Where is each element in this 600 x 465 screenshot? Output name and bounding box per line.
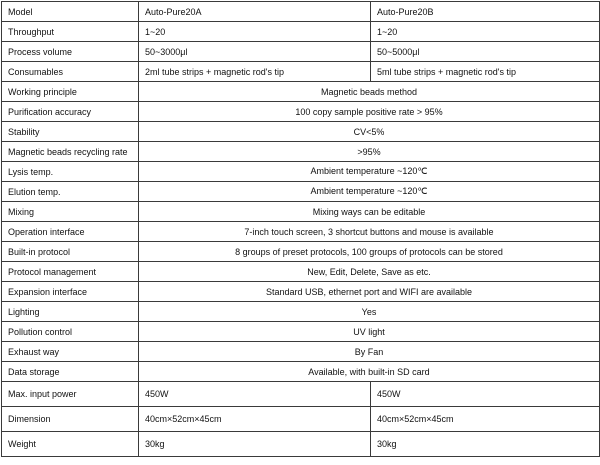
- value-shared: CV<5%: [139, 122, 600, 142]
- value-shared: Ambient temperature ~120℃: [139, 182, 600, 202]
- value-auto-pure20b: Auto-Pure20B: [371, 2, 600, 22]
- value-auto-pure20a: 50~3000μl: [139, 42, 371, 62]
- row-label: Max. input power: [2, 382, 139, 407]
- row-label: Magnetic beads recycling rate: [2, 142, 139, 162]
- row-label: Data storage: [2, 362, 139, 382]
- spec-table: [1, 1, 600, 457]
- table-row: [2, 142, 600, 162]
- row-label: Lighting: [2, 302, 139, 322]
- table-row: [2, 22, 600, 42]
- table-row: [2, 302, 600, 322]
- row-label: Exhaust way: [2, 342, 139, 362]
- value-shared: 8 groups of preset protocols, 100 groups of protocols can be stored: [139, 242, 600, 262]
- value-shared: UV light: [139, 322, 600, 342]
- row-label: Process volume: [2, 42, 139, 62]
- value-shared: Available, with built-in SD card: [139, 362, 600, 382]
- value-auto-pure20a: 40cm×52cm×45cm: [139, 407, 371, 432]
- table-row: [2, 432, 600, 457]
- table-row: [2, 362, 600, 382]
- value-auto-pure20a: 30kg: [139, 432, 371, 457]
- value-shared: By Fan: [139, 342, 600, 362]
- value-auto-pure20a: 1~20: [139, 22, 371, 42]
- value-shared: New, Edit, Delete, Save as etc.: [139, 262, 600, 282]
- row-label: Protocol management: [2, 262, 139, 282]
- value-auto-pure20b: 50~5000μl: [371, 42, 600, 62]
- value-shared: 100 copy sample positive rate > 95%: [139, 102, 600, 122]
- table-row: [2, 342, 600, 362]
- table-row: [2, 82, 600, 102]
- row-label: Stability: [2, 122, 139, 142]
- row-label: Expansion interface: [2, 282, 139, 302]
- value-auto-pure20a: 450W: [139, 382, 371, 407]
- table-row: [2, 162, 600, 182]
- row-label: Dimension: [2, 407, 139, 432]
- value-shared: Yes: [139, 302, 600, 322]
- row-label: Consumables: [2, 62, 139, 82]
- row-label: Elution temp.: [2, 182, 139, 202]
- table-row: [2, 122, 600, 142]
- row-label: Lysis temp.: [2, 162, 139, 182]
- table-row: [2, 407, 600, 432]
- row-label: Weight: [2, 432, 139, 457]
- table-row: [2, 382, 600, 407]
- row-label: Pollution control: [2, 322, 139, 342]
- value-shared: Standard USB, ethernet port and WIFI are available: [139, 282, 600, 302]
- value-shared: Ambient temperature ~120℃: [139, 162, 600, 182]
- row-label: Throughput: [2, 22, 139, 42]
- table-row: [2, 322, 600, 342]
- table-row: [2, 42, 600, 62]
- row-label: Model: [2, 2, 139, 22]
- table-row: [2, 202, 600, 222]
- value-shared: 7-inch touch screen, 3 shortcut buttons and mouse is available: [139, 222, 600, 242]
- table-row: [2, 2, 600, 22]
- row-label: Built-in protocol: [2, 242, 139, 262]
- value-auto-pure20b: 30kg: [371, 432, 600, 457]
- table-row: [2, 242, 600, 262]
- table-row: [2, 62, 600, 82]
- table-row: [2, 262, 600, 282]
- value-auto-pure20b: 1~20: [371, 22, 600, 42]
- row-label: Mixing: [2, 202, 139, 222]
- value-auto-pure20a: Auto-Pure20A: [139, 2, 371, 22]
- value-auto-pure20b: 40cm×52cm×45cm: [371, 407, 600, 432]
- value-shared: Magnetic beads method: [139, 82, 600, 102]
- table-row: [2, 182, 600, 202]
- value-auto-pure20a: 2ml tube strips + magnetic rod's tip: [139, 62, 371, 82]
- table-row: [2, 282, 600, 302]
- table-row: [2, 222, 600, 242]
- row-label: Operation interface: [2, 222, 139, 242]
- value-auto-pure20b: 450W: [371, 382, 600, 407]
- spec-table-body: [2, 2, 600, 457]
- value-auto-pure20b: 5ml tube strips + magnetic rod's tip: [371, 62, 600, 82]
- row-label: Purification accuracy: [2, 102, 139, 122]
- table-row: [2, 102, 600, 122]
- row-label: Working principle: [2, 82, 139, 102]
- value-shared: >95%: [139, 142, 600, 162]
- value-shared: Mixing ways can be editable: [139, 202, 600, 222]
